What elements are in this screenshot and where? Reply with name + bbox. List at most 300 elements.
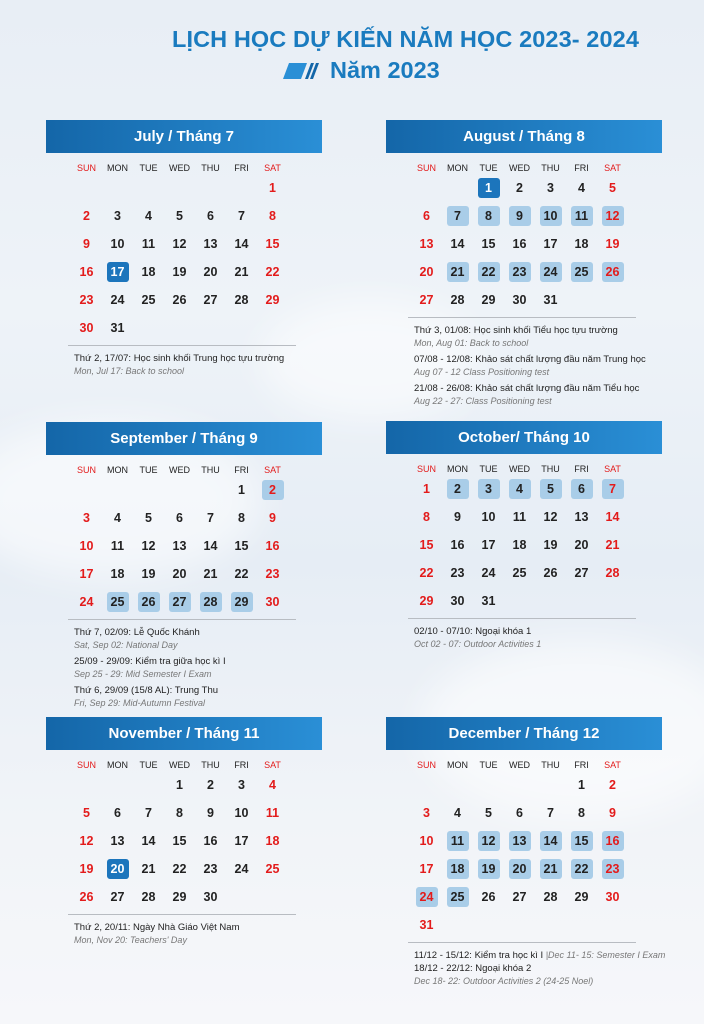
- calendar-day: 7: [547, 806, 554, 820]
- calendar-day: 23: [265, 567, 280, 581]
- calendar-day: 21: [203, 567, 218, 581]
- event-note: 07/08 - 12/08: Khảo sát chất lượng đầu năm Trung học: [414, 354, 646, 365]
- calendar-day: 7: [602, 479, 624, 499]
- calendar-day: 6: [571, 479, 593, 499]
- weekday-label: FRI: [574, 760, 589, 770]
- weekday-label: SAT: [604, 760, 621, 770]
- weekday-label: TUE: [139, 163, 158, 173]
- week-row: [411, 856, 635, 884]
- weekday-label: FRI: [234, 760, 249, 770]
- month-header: July / Tháng 7: [46, 120, 322, 153]
- calendar-day: 13: [110, 834, 125, 848]
- calendar-day: 17: [234, 834, 249, 848]
- weekday-label: SAT: [264, 163, 281, 173]
- calendar-day: 24: [234, 862, 249, 876]
- calendar-day: 15: [172, 834, 187, 848]
- calendar-day: 31: [419, 918, 434, 932]
- event-note: 21/08 - 26/08: Khảo sát chất lượng đầu năm Tiểu học: [414, 383, 640, 394]
- calendar-day: 15: [571, 831, 593, 851]
- calendar-day: 24: [110, 293, 125, 307]
- calendar-day: 20: [509, 859, 531, 879]
- weekday-label: FRI: [574, 464, 589, 474]
- calendar-day: 30: [79, 321, 94, 335]
- calendar-day: 26: [543, 566, 558, 580]
- weekday-label: MON: [107, 760, 128, 770]
- notes-divider: [408, 942, 636, 943]
- calendar-day: 2: [83, 209, 90, 223]
- calendar-day: 6: [207, 209, 214, 223]
- weekday-label: WED: [169, 760, 190, 770]
- calendar-day: 18: [512, 538, 527, 552]
- week-row: [411, 175, 635, 203]
- calendar-day: 1: [238, 483, 245, 497]
- calendar-day: 14: [203, 539, 218, 553]
- calendar-day: 24: [481, 566, 496, 580]
- calendar-day: 10: [234, 806, 249, 820]
- calendar-day: 13: [419, 237, 434, 251]
- month-header: August / Tháng 8: [386, 120, 662, 153]
- event-note: Thứ 2, 17/07: Học sinh khối Trung học tựu trường: [74, 353, 285, 364]
- calendar-day: 8: [578, 806, 585, 820]
- calendar-day: 1: [269, 181, 276, 195]
- calendar-day: 4: [454, 806, 461, 820]
- calendar-day: 3: [547, 181, 554, 195]
- week-row: [411, 772, 635, 800]
- calendar-grid: [71, 463, 295, 617]
- weekday-label: FRI: [234, 465, 249, 475]
- notes-divider: [68, 345, 296, 346]
- calendar-day: 12: [543, 510, 558, 524]
- calendar-day: 29: [574, 890, 589, 904]
- calendar-day: 2: [447, 479, 469, 499]
- calendar-day: 10: [419, 834, 434, 848]
- calendar-day: 13: [509, 831, 531, 851]
- week-row: [71, 800, 295, 828]
- calendar-day: 28: [141, 890, 156, 904]
- event-note: 18/12 - 22/12: Ngoại khóa 2: [414, 963, 532, 974]
- week-row: [71, 259, 295, 287]
- week-row: [411, 800, 635, 828]
- week-row: [411, 912, 635, 940]
- calendar-day: 8: [238, 511, 245, 525]
- calendar-day: 4: [145, 209, 152, 223]
- calendar-day: 3: [478, 479, 500, 499]
- weekday-header-row: [411, 758, 635, 772]
- calendar-day: 18: [141, 265, 156, 279]
- weekday-label: WED: [509, 163, 530, 173]
- month-october: [386, 421, 662, 654]
- month-july: [46, 120, 322, 381]
- event-note-english: Sep 25 - 29: Mid Semester I Exam: [74, 669, 212, 679]
- calendar-day: 19: [172, 265, 187, 279]
- event-note-english: Mon, Jul 17: Back to school: [74, 366, 185, 376]
- weekday-label: SUN: [76, 163, 96, 173]
- weekday-header-row: [71, 463, 295, 477]
- weekday-label: SAT: [264, 465, 281, 475]
- calendar-day: 27: [419, 293, 434, 307]
- week-row: [411, 588, 635, 616]
- notes-divider: [408, 618, 636, 619]
- calendar-grid: [411, 462, 635, 616]
- weekday-label: MON: [107, 465, 128, 475]
- calendar-day: 21: [605, 538, 620, 552]
- calendar-day: 28: [450, 293, 465, 307]
- calendar-day: 20: [203, 265, 218, 279]
- calendar-day: 13: [172, 539, 187, 553]
- calendar-day: 30: [512, 293, 527, 307]
- weekday-label: FRI: [574, 163, 589, 173]
- calendar-day: 8: [478, 206, 500, 226]
- event-note-english: Dec 18- 22: Outdoor Activities 2 (24-25 Noel): [414, 976, 594, 986]
- month-august: [386, 120, 662, 411]
- event-note-english: Mon, Aug 01: Back to school: [414, 338, 529, 348]
- month-header: November / Tháng 11: [46, 717, 322, 750]
- calendar-day: 30: [605, 890, 620, 904]
- calendar-day: 16: [602, 831, 624, 851]
- calendar-day: 5: [145, 511, 152, 525]
- event-note-english: Sat, Sep 02: National Day: [74, 640, 178, 650]
- calendar-day: 20: [172, 567, 187, 581]
- weekday-label: MON: [447, 163, 468, 173]
- calendar-day: 19: [543, 538, 558, 552]
- calendar-day: 5: [609, 181, 616, 195]
- weekday-label: TUE: [139, 760, 158, 770]
- event-note: 02/10 - 07/10: Ngoại khóa 1: [414, 626, 532, 637]
- event-notes: [414, 625, 674, 651]
- calendar-day: 26: [172, 293, 187, 307]
- week-row: [411, 287, 635, 315]
- calendar-day: 19: [79, 862, 94, 876]
- weekday-label: TUE: [479, 464, 498, 474]
- event-note-english: Aug 22 - 27: Class Positioning test: [414, 396, 552, 406]
- month-header: October/ Tháng 10: [386, 421, 662, 454]
- calendar-day: 17: [543, 237, 558, 251]
- weekday-label: WED: [169, 465, 190, 475]
- calendar-day: 25: [512, 566, 527, 580]
- calendar-day: 20: [419, 265, 434, 279]
- month-september: [46, 422, 322, 713]
- calendar-day: 11: [110, 539, 125, 553]
- week-row: [71, 589, 295, 617]
- calendar-day: 28: [234, 293, 249, 307]
- slash-decoration-icon: [283, 61, 321, 81]
- calendar-day: 23: [602, 859, 624, 879]
- weekday-label: TUE: [479, 163, 498, 173]
- weekday-label: THU: [201, 760, 220, 770]
- calendar-grid: [411, 758, 635, 940]
- weekday-label: SAT: [604, 163, 621, 173]
- month-december: [386, 717, 666, 991]
- week-row: [411, 231, 635, 259]
- notes-divider: [68, 619, 296, 620]
- week-row: [71, 828, 295, 856]
- event-note-english: Fri, Sep 29: Mid-Autumn Festival: [74, 698, 206, 708]
- calendar-day: 20: [574, 538, 589, 552]
- calendar-day: 6: [423, 209, 430, 223]
- calendar-day: 15: [481, 237, 496, 251]
- calendar-day: 6: [176, 511, 183, 525]
- calendar-day: 15: [234, 539, 249, 553]
- calendar-day: 10: [79, 539, 94, 553]
- month-header: September / Tháng 9: [46, 422, 322, 455]
- week-row: [71, 315, 295, 343]
- calendar-day: 23: [450, 566, 465, 580]
- calendar-day: 19: [141, 567, 156, 581]
- calendar-day: 23: [79, 293, 94, 307]
- calendar-day: 12: [602, 206, 624, 226]
- calendar-day: 14: [141, 834, 156, 848]
- calendar-day: 30: [203, 890, 218, 904]
- week-row: [71, 203, 295, 231]
- month-november: [46, 717, 322, 950]
- event-note-english: Aug 07 - 12 Class Positioning test: [414, 367, 550, 377]
- week-row: [411, 560, 635, 588]
- calendar-day: 20: [107, 859, 129, 879]
- calendar-day: 12: [478, 831, 500, 851]
- calendar-day: 25: [447, 887, 469, 907]
- calendar-day: 12: [79, 834, 94, 848]
- week-row: [71, 772, 295, 800]
- weekday-label: SAT: [604, 464, 621, 474]
- calendar-day: 3: [114, 209, 121, 223]
- week-row: [411, 532, 635, 560]
- event-note: Thứ 7, 02/09: Lễ Quốc Khánh: [74, 627, 200, 638]
- calendar-day: 26: [602, 262, 624, 282]
- calendar-day: 8: [176, 806, 183, 820]
- weekday-label: WED: [509, 760, 530, 770]
- calendar-day: 14: [234, 237, 249, 251]
- calendar-day: 5: [485, 806, 492, 820]
- calendar-grid: [71, 758, 295, 912]
- calendar-day: 17: [107, 262, 129, 282]
- calendar-day: 21: [447, 262, 469, 282]
- calendar-day: 11: [141, 237, 156, 251]
- week-row: [411, 259, 635, 287]
- calendar-day: 27: [110, 890, 125, 904]
- calendar-day: 9: [454, 510, 461, 524]
- weekday-header-row: [71, 161, 295, 175]
- calendar-day: 29: [481, 293, 496, 307]
- week-row: [71, 856, 295, 884]
- calendar-day: 16: [450, 538, 465, 552]
- calendar-day: 22: [571, 859, 593, 879]
- calendar-day: 14: [605, 510, 620, 524]
- weekday-label: THU: [541, 760, 560, 770]
- calendar-day: 30: [450, 594, 465, 608]
- calendar-day: 28: [605, 566, 620, 580]
- calendar-day: 27: [574, 566, 589, 580]
- calendar-day: 22: [234, 567, 249, 581]
- calendar-day: 2: [262, 480, 284, 500]
- event-note-english: Mon, Nov 20: Teachers' Day: [74, 935, 187, 945]
- calendar-day: 27: [203, 293, 218, 307]
- calendar-day: 23: [509, 262, 531, 282]
- calendar-day: 19: [605, 237, 620, 251]
- calendar-day: 30: [265, 595, 280, 609]
- calendar-day: 1: [478, 178, 500, 198]
- calendar-day: 2: [207, 778, 214, 792]
- calendar-day: 18: [447, 859, 469, 879]
- calendar-day: 4: [269, 778, 276, 792]
- calendar-day: 25: [265, 862, 280, 876]
- calendar-day: 31: [543, 293, 558, 307]
- calendar-day: 24: [540, 262, 562, 282]
- calendar-day: 15: [419, 538, 434, 552]
- calendar-day: 21: [540, 859, 562, 879]
- calendar-day: 9: [207, 806, 214, 820]
- calendar-day: 16: [203, 834, 218, 848]
- week-row: [71, 884, 295, 912]
- weekday-label: SUN: [416, 464, 436, 474]
- event-note: Thứ 6, 29/09 (15/8 AL): Trung Thu: [74, 685, 219, 696]
- calendar-day: 25: [571, 262, 593, 282]
- calendar-day: 3: [83, 511, 90, 525]
- notes-divider: [408, 317, 636, 318]
- week-row: [411, 828, 635, 856]
- weekday-label: SUN: [416, 163, 436, 173]
- calendar-day: 13: [203, 237, 218, 251]
- calendar-day: 5: [83, 806, 90, 820]
- weekday-label: MON: [447, 760, 468, 770]
- event-note-english: Oct 02 - 07: Outdoor Activities 1: [414, 639, 542, 649]
- calendar-day: 26: [79, 890, 94, 904]
- weekday-label: FRI: [234, 163, 249, 173]
- weekday-label: WED: [509, 464, 530, 474]
- calendar-day: 31: [481, 594, 496, 608]
- calendar-day: 12: [172, 237, 187, 251]
- event-notes: [74, 921, 334, 947]
- calendar-day: 11: [265, 806, 280, 820]
- weekday-label: THU: [541, 464, 560, 474]
- calendar-day: 5: [540, 479, 562, 499]
- event-notes: [414, 324, 674, 408]
- calendar-day: 24: [79, 595, 94, 609]
- notes-divider: [68, 914, 296, 915]
- calendar-day: 18: [574, 237, 589, 251]
- calendar-day: 23: [203, 862, 218, 876]
- calendar-day: 1: [423, 482, 430, 496]
- event-note: Thứ 2, 20/11: Ngày Nhà Giáo Việt Nam: [74, 922, 240, 933]
- calendar-grid: [411, 161, 635, 315]
- calendar-day: 4: [114, 511, 121, 525]
- week-row: [71, 477, 295, 505]
- calendar-day: 25: [141, 293, 156, 307]
- weekday-label: THU: [201, 465, 220, 475]
- calendar-day: 1: [176, 778, 183, 792]
- week-row: [71, 287, 295, 315]
- weekday-header-row: [411, 161, 635, 175]
- weekday-label: TUE: [479, 760, 498, 770]
- event-note: Thứ 3, 01/08: Học sinh khối Tiểu học tựu trường: [414, 325, 618, 336]
- calendar-day: 29: [172, 890, 187, 904]
- calendar-day: 7: [447, 206, 469, 226]
- calendar-day: 5: [176, 209, 183, 223]
- calendar-day: 16: [265, 539, 280, 553]
- page-title: LỊCH HỌC DỰ KIẾN NĂM HỌC 2023- 2024: [172, 26, 639, 52]
- weekday-label: SUN: [416, 760, 436, 770]
- calendar-day: 9: [83, 237, 90, 251]
- calendar-day: 3: [238, 778, 245, 792]
- calendar-day: 31: [110, 321, 125, 335]
- week-row: [71, 505, 295, 533]
- event-notes: [74, 626, 334, 710]
- calendar-day: 22: [172, 862, 187, 876]
- week-row: [411, 203, 635, 231]
- calendar-day: 29: [265, 293, 280, 307]
- weekday-label: MON: [107, 163, 128, 173]
- calendar-day: 21: [234, 265, 249, 279]
- calendar-day: 7: [145, 806, 152, 820]
- calendar-day: 17: [481, 538, 496, 552]
- calendar-day: 4: [509, 479, 531, 499]
- calendar-day: 15: [265, 237, 280, 251]
- event-note: 11/12 - 15/12: Kiểm tra học kì I |Dec 11- 15: Semester I Exam: [414, 950, 666, 961]
- calendar-day: 12: [141, 539, 156, 553]
- calendar-day: 7: [238, 209, 245, 223]
- week-row: [411, 504, 635, 532]
- calendar-day: 24: [416, 887, 438, 907]
- calendar-day: 19: [478, 859, 500, 879]
- weekday-label: WED: [169, 163, 190, 173]
- calendar-day: 28: [543, 890, 558, 904]
- calendar-day: 26: [138, 592, 160, 612]
- event-notes: [74, 352, 334, 378]
- calendar-day: 11: [512, 510, 527, 524]
- calendar-day: 29: [231, 592, 253, 612]
- calendar-day: 10: [481, 510, 496, 524]
- calendar-day: 8: [269, 209, 276, 223]
- calendar-day: 22: [265, 265, 280, 279]
- week-row: [411, 476, 635, 504]
- weekday-label: SAT: [264, 760, 281, 770]
- weekday-label: SUN: [76, 465, 96, 475]
- calendar-day: 14: [450, 237, 465, 251]
- calendar-day: 9: [509, 206, 531, 226]
- calendar-day: 28: [200, 592, 222, 612]
- calendar-day: 2: [516, 181, 523, 195]
- weekday-label: TUE: [139, 465, 158, 475]
- calendar-day: 21: [141, 862, 156, 876]
- weekday-label: THU: [201, 163, 220, 173]
- calendar-day: 25: [107, 592, 129, 612]
- page-subtitle: Năm 2023: [330, 57, 440, 83]
- weekday-header-row: [411, 462, 635, 476]
- calendar-day: 10: [110, 237, 125, 251]
- calendar-day: 8: [423, 510, 430, 524]
- calendar-day: 6: [114, 806, 121, 820]
- calendar-day: 14: [540, 831, 562, 851]
- calendar-day: 17: [79, 567, 94, 581]
- weekday-label: MON: [447, 464, 468, 474]
- calendar-day: 1: [578, 778, 585, 792]
- week-row: [411, 884, 635, 912]
- calendar-day: 18: [265, 834, 280, 848]
- calendar-day: 16: [79, 265, 94, 279]
- calendar-day: 10: [540, 206, 562, 226]
- calendar-day: 18: [110, 567, 125, 581]
- calendar-day: 11: [447, 831, 469, 851]
- event-note: 25/09 - 29/09: Kiểm tra giữa học kì I: [74, 656, 226, 667]
- weekday-header-row: [71, 758, 295, 772]
- calendar-day: 3: [423, 806, 430, 820]
- calendar-day: 9: [609, 806, 616, 820]
- event-notes: [414, 949, 674, 988]
- calendar-day: 16: [512, 237, 527, 251]
- calendar-grid: [71, 161, 295, 343]
- calendar-day: 6: [516, 806, 523, 820]
- weekday-label: SUN: [76, 760, 96, 770]
- calendar-day: 7: [207, 511, 214, 525]
